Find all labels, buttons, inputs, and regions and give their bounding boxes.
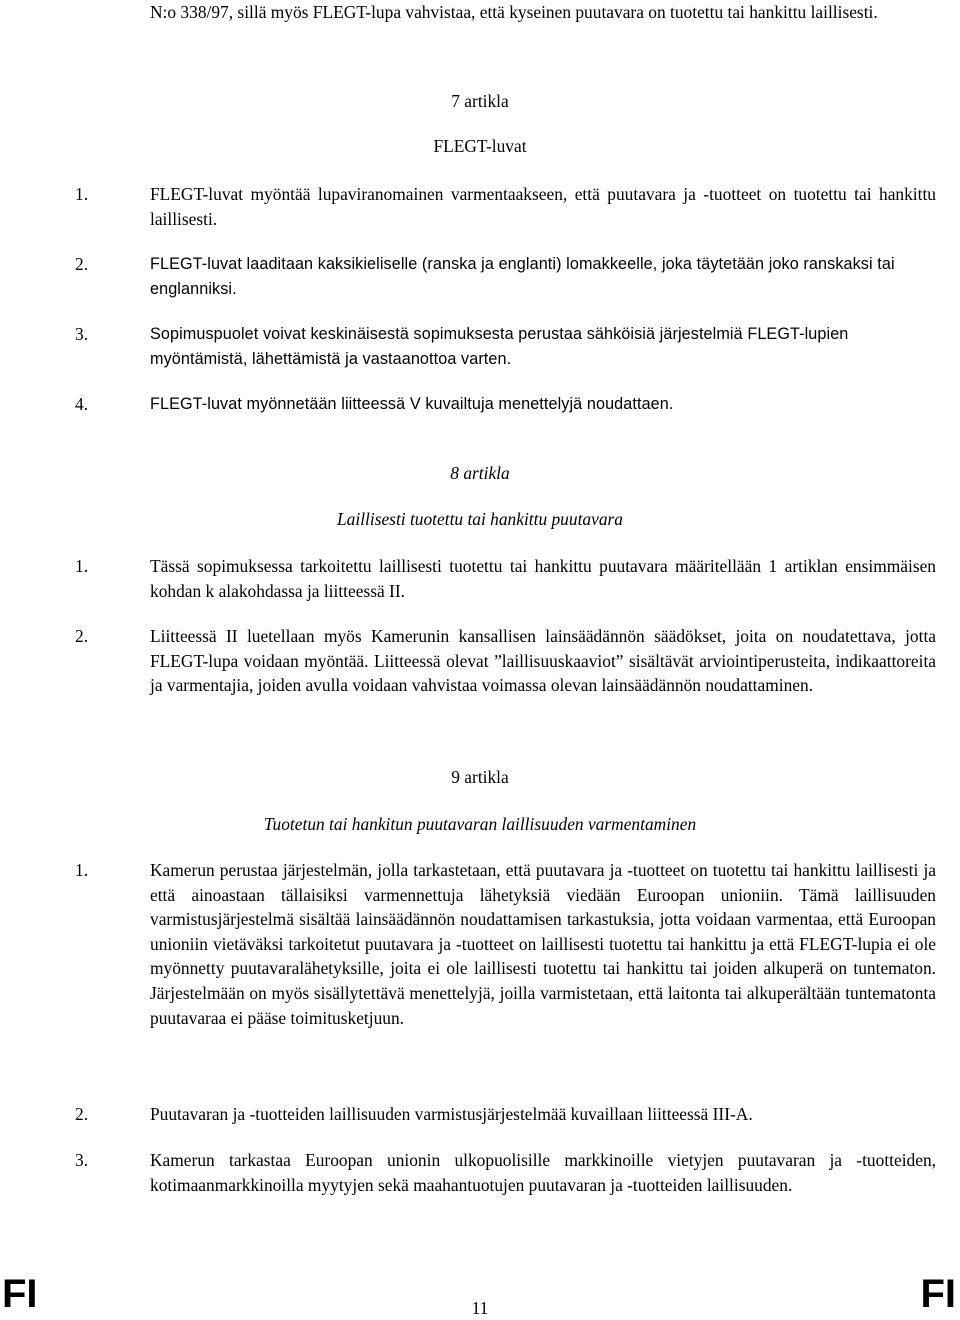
article-7-item-1-number: 1.	[75, 184, 89, 204]
article-9-item-3-number: 3.	[75, 1150, 89, 1170]
article-9-item-3-text: Kamerun tarkastaa Euroopan unionin ulkopuolisille markkinoille vietyjen puutavaran ja -tuotteiden, kotimaanmarkkinoilla myytyjen sekä maahantuotujen puutavaran ja -tuotteiden laillisuuden.	[150, 1150, 936, 1195]
article-8-item-1-text: Tässä sopimuksessa tarkoitettu laillisesti tuotettu tai hankittu puutavara määritellään 1 artiklan ensimmäisen kohdan k alakohdassa ja liitteessä II.	[150, 556, 936, 601]
article-7-item-1-text: FLEGT-luvat myöntää lupaviranomainen varmentaakseen, että puutavara ja -tuotteet on tuotettu tai hankittu laillisesti.	[150, 184, 936, 229]
page-number: 11	[471, 1298, 489, 1318]
article-9-item-1-number: 1.	[75, 860, 89, 880]
article-8-item-2-text: Liitteessä II luetellaan myös Kamerunin kansallisen lainsäädännön säädökset, joita on noudatettava, jotta FLEGT-lupa voidaan myöntää. Liitteessä olevat ”laillisuuskaaviot” sisältävät arviointiperusteita, indikaattoreita ja varmentajia, joiden avulla voidaan vahvistaa voimassa olevan lainsäädännön noudattaminen.	[150, 626, 936, 696]
article-8-item-1-number: 1.	[75, 556, 89, 576]
article-7-item-3-number: 3.	[75, 324, 89, 344]
article-9-item-2-number: 2.	[75, 1104, 89, 1124]
article-7-item-3-text: Sopimuspuolet voivat keskinäisestä sopimuksesta perustaa sähköisiä järjestelmiä FLEGT-lupien myöntämistä, lähettämistä ja vastaanottoa varten.	[150, 325, 849, 368]
article-7-item-2-text: FLEGT-luvat laaditaan kaksikieliselle (ranska ja englanti) lomakkeelle, joka täytetään joko ranskaksi tai englanniksi.	[150, 255, 895, 298]
article-7-heading: 7 artikla	[451, 91, 509, 111]
article-9-item-2-text: Puutavaran ja -tuotteiden laillisuuden varmistusjärjestelmää kuvaillaan liitteessä III-A.	[150, 1104, 753, 1124]
article-7-item-4-number: 4.	[75, 394, 89, 414]
article-9-heading: 9 artikla	[451, 767, 509, 787]
article-7-item-2-number: 2.	[75, 254, 89, 274]
article-9-title: Tuotetun tai hankitun puutavaran laillisuuden varmentaminen	[263, 814, 697, 834]
footer-language-code-left: FI	[2, 1272, 38, 1316]
article-9-item-1-text: Kamerun perustaa järjestelmän, jolla tarkastetaan, että puutavara ja -tuotteet on tuotettu tai hankittu laillisesti ja että ainoastaan tällaisiksi varmennettuja lähetyksiä viedään Euroopan unioniin. Tämä laillisuuden varmistusjärjestelmä sisältää lainsäädännön noudattamisen tarkastuksia, jotta voidaan varmentaa, että Euroopan unioniin vietäväksi tarkoitetut puutavara ja -tuotteet on laillisesti tuotettu tai hankittu ja että FLEGT-lupia ei ole myönnetty puutavaralähetyksille, joita ei ole laillisesti tuotettu tai hankittu tai joiden alkuperä on tuntematon. Järjestelmään on myös sisällytettävä menettelyjä, joilla varmistetaan, että laitonta tai alkuperältään tuntematonta puutavaraa ei pääse toimitusketjuun.	[150, 860, 936, 1028]
article-8-title: Laillisesti tuotettu tai hankittu puutavara	[337, 509, 623, 529]
article-7-item-4-text: FLEGT-luvat myönnetään liitteessä V kuvailtuja menettelyjä noudattaen.	[150, 395, 674, 413]
intro-paragraph: N:o 338/97, sillä myös FLEGT-lupa vahvistaa, että kyseinen puutavara on tuotettu tai hankittu laillisesti.	[150, 2, 878, 22]
article-8-item-2-number: 2.	[75, 626, 89, 646]
article-8-heading: 8 artikla	[450, 463, 510, 483]
article-7-title: FLEGT-luvat	[433, 136, 527, 156]
footer-language-code-right: FI	[920, 1272, 956, 1316]
